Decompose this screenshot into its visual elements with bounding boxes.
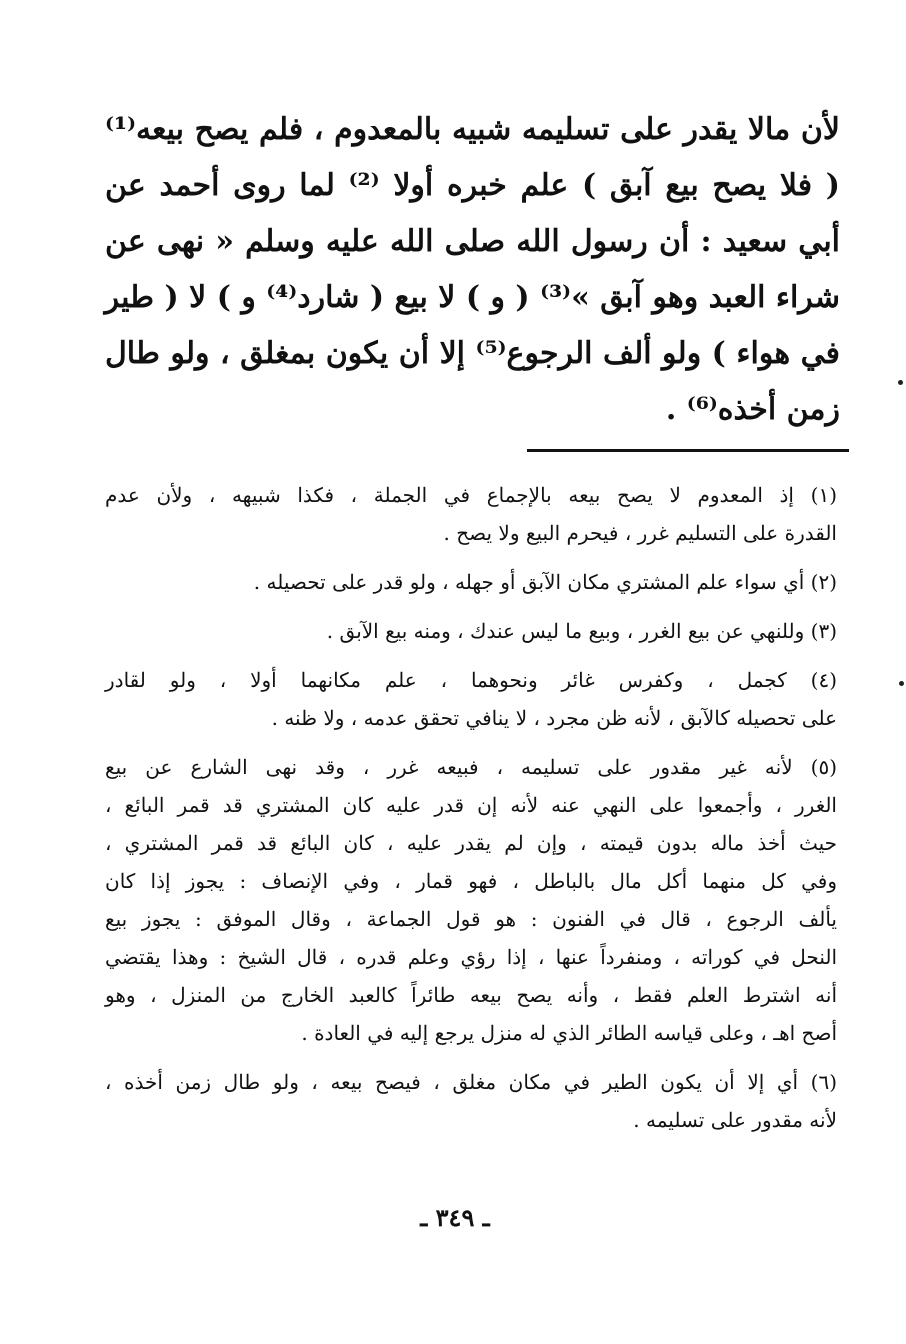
footnote-6 [105, 1063, 837, 1139]
main-text-line: شراء العبد وهو آبق »⁽³⁾ ( و ) لا بيع ( شارد⁽⁴⁾ و ) لا ( طير [104, 280, 840, 315]
footnote-1 [105, 476, 837, 552]
page-number: ـ ٣٤٩ ـ [420, 1203, 490, 1232]
margin-dot [899, 681, 904, 686]
footnote-2 [105, 563, 837, 601]
footnote-line: حيث أخذ ماله بدون قيمته ، وإن لم يقدر عليه ، كان البائع قد قمر المشتري ، [105, 831, 837, 855]
main-text [105, 102, 840, 438]
footnotes [105, 476, 837, 1150]
footnote-line: أصح اهـ ، وعلى قياسه الطائر الذي له منزل يرجع إليه في العادة . [301, 1021, 837, 1045]
footnote-line: النحل في كوراته ، ومنفرداً عنها ، إذا رؤي وعلم قدره ، قال الشيخ : وهذا يقتضي [105, 945, 837, 969]
main-text-line: زمن أخذه⁽⁶⁾ . [665, 392, 840, 427]
footnote-5 [105, 748, 837, 1052]
footnote-line: (٤) كجمل ، وكفرس غائر ونحوهما ، علم مكانهما أولا ، ولو لقادر [105, 668, 837, 692]
footnote-line: أنه اشترط العلم فقط ، وأنه يصح بيعه طائراً كالعبد الخارج من المنزل ، وهو [105, 983, 837, 1007]
main-text-line: أبي سعيد : أن رسول الله صلى الله عليه وسلم « نهى عن [105, 224, 840, 259]
footnote-line: يألف الرجوع ، قال في الفنون : هو قول الجماعة ، وقال الموفق : يجوز بيع [105, 907, 837, 931]
footnote-line: وفي كل منهما أكل مال بالباطل ، فهو قمار ، وفي الإنصاف : يجوز إذا كان [105, 869, 837, 893]
footnote-line: القدرة على التسليم غرر ، فيحرم البيع ولا يصح . [443, 521, 837, 545]
footnote-line: (١) إذ المعدوم لا يصح بيعه بالإجماع في الجملة ، فكذا شبيهه ، ولأن عدم [105, 483, 837, 507]
main-text-line: لأن مالا يقدر على تسليمه شبيه بالمعدوم ، فلم يصح بيعه⁽¹⁾ [105, 112, 840, 147]
margin-dot [898, 380, 903, 385]
footnote-separator [527, 449, 849, 452]
footnote-line: (٦) أي إلا أن يكون الطير في مكان مغلق ، فيصح بيعه ، ولو طال زمن أخذه ، [105, 1070, 837, 1094]
main-text-line: في هواء ) ولو ألف الرجوع⁽⁵⁾ إلا أن يكون بمغلق ، ولو طال [105, 336, 840, 371]
footnote-line: على تحصيله كالآبق ، لأنه ظن مجرد ، لا ينافي تحقق عدمه ، ولا ظنه . [271, 706, 837, 730]
footnote-3 [105, 612, 837, 650]
footnote-line: الغرر ، وأجمعوا على النهي عنه لأنه إن قدر عليه كان المشتري قد قمر البائع ، [105, 793, 837, 817]
footnote-line: (٣) وللنهي عن بيع الغرر ، وبيع ما ليس عندك ، ومنه بيع الآبق . [326, 619, 837, 643]
footnote-4 [105, 661, 837, 737]
footnote-line: لأنه مقدور على تسليمه . [633, 1108, 837, 1132]
footnote-line: (٥) لأنه غير مقدور على تسليمه ، فبيعه غرر ، وقد نهى الشارع عن بيع [105, 755, 837, 779]
footnote-line: (٢) أي سواء علم المشتري مكان الآبق أو جهله ، ولو قدر على تحصيله . [253, 570, 837, 594]
main-text-line: ( فلا يصح بيع آبق ) علم خبره أولا ⁽²⁾ لما روى أحمد عن [105, 168, 840, 203]
